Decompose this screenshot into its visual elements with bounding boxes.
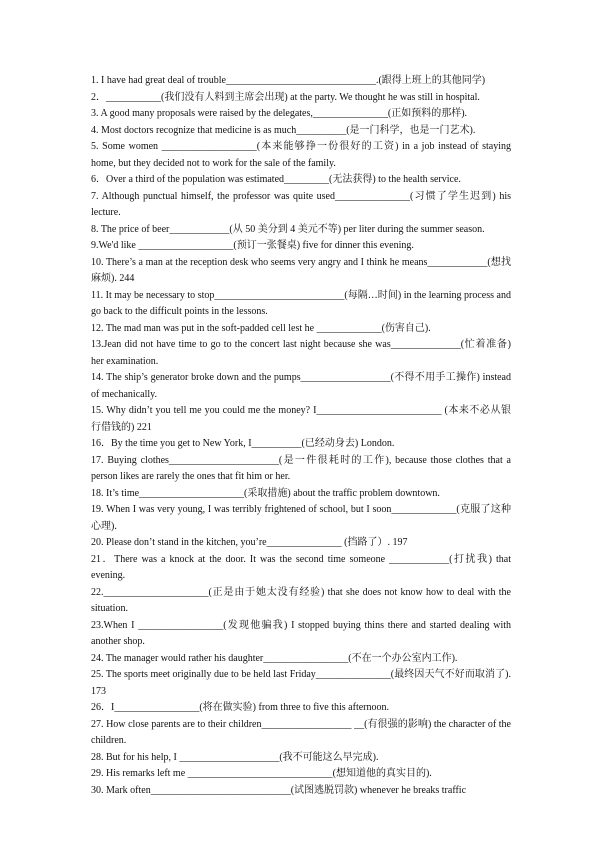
exercise-item: 2．___________(我们没有人料到主席会出现) at the party. We thought he was still in hospital. bbox=[91, 91, 480, 103]
exercise-item: 20. Please don’t stand in the kitchen, you’re_______________ (挡路了）. 197 bbox=[91, 537, 408, 548]
exercise-item: 11. It may be necessary to stop__________________________(每隔…时间) in the learning process and go back to the difficult points in the lessons. bbox=[91, 289, 511, 317]
exercise-item: 30. Mark often____________________________(试图逃脱罚款) whenever he breaks traffic bbox=[91, 784, 467, 796]
exercise-item: 13.Jean did not have time to go to the concert last night because she was______________(忙着准备) her examination. bbox=[91, 339, 511, 367]
exercise-item: 24. The manager would rather his daughter_________________(不在一个办公室内工作). bbox=[91, 652, 458, 664]
exercise-item: 1. I have had great deal of trouble______________________________.(跟得上班上的其他同学) bbox=[91, 75, 486, 86]
exercise-sheet bbox=[91, 73, 511, 799]
exercise-item: 14. The ship’s generator broke down and the pumps__________________(不得不用手工操作) instead of mechanically. bbox=[91, 372, 511, 400]
exercise-item: 21．There was a knock at the door. It was the second time someone ____________(打扰我) that evening. bbox=[91, 553, 511, 581]
exercise-item: 15. Why didn’t you tell me you could me the money? I_________________________ (本来不必从银行借钱的) 221 bbox=[91, 405, 511, 433]
exercise-item: 8. The price of beer____________(从 50 美分到 4 美元不等) per liter during the summer season. bbox=[91, 223, 485, 235]
exercise-item: 25. The sports meet originally due to be held last Friday_______________(最终因天气不好而取消了). 173 bbox=[91, 669, 511, 697]
exercise-item: 6．Over a third of the population was estimated_________(无法获得) to the health service. bbox=[91, 174, 461, 185]
exercise-item: 27. How close parents are to their children__________________ __(有很强的影响) the character of the children. bbox=[91, 718, 511, 746]
exercise-item: 12. The mad man was put in the soft-padded cell lest he _____________(伤害自己). bbox=[91, 322, 431, 334]
exercise-item: 18. It’s time_____________________(采取措施) about the traffic problem downtown. bbox=[91, 487, 440, 499]
exercise-item: 9.We'd like ___________________(预订一张餐桌) five for dinner this evening. bbox=[91, 240, 414, 251]
exercise-item: 23.When I _________________(发现他骗我) I stopped buying thins there and started dealing with another shop. bbox=[91, 619, 511, 647]
exercise-item: 19. When I was very young, I was terribly frightened of school, but I soon_____________(克服了这种心理). bbox=[91, 504, 511, 532]
exercise-item: 7. Although punctual himself, the professor was quite used_______________(习惯了学生迟到) his lecture. bbox=[91, 190, 511, 218]
exercise-item: 16．By the time you get to New York, I__________(已经动身去) London. bbox=[91, 438, 395, 449]
exercise-item: 5. Some women ___________________(本来能够挣一份很好的工资) in a job instead of staying home, but they decided not to work for the sale of the family. bbox=[91, 141, 511, 169]
exercise-item: 17. Buying clothes______________________(是一件很耗时的工作), because those clothes that a person likes are rarely the ones that fit him or her. bbox=[91, 454, 511, 482]
exercise-item: 4. Most doctors recognize that medicine is as much__________(是一门科学，也是一门艺术). bbox=[91, 124, 476, 136]
exercise-item: 28. But for his help, I ____________________(我不可能这么早完成). bbox=[91, 751, 379, 763]
exercise-item: 26．I_________________(将在做实验) from three to five this afternoon. bbox=[91, 702, 390, 713]
exercise-item: 10. There’s a man at the reception desk who seems very angry and I think he means____________(想找麻烦). 244 bbox=[91, 256, 511, 284]
exercise-item: 3. A good many proposals were raised by the delegates,_______________(正如预料的那样). bbox=[91, 108, 468, 119]
exercise-item: 29. His remarks left me _____________________________(想知道他的真实目的). bbox=[91, 768, 432, 779]
exercise-item: 22._____________________(正是由于她太没有经验) that she does not know how to deal with the situation. bbox=[91, 586, 511, 614]
